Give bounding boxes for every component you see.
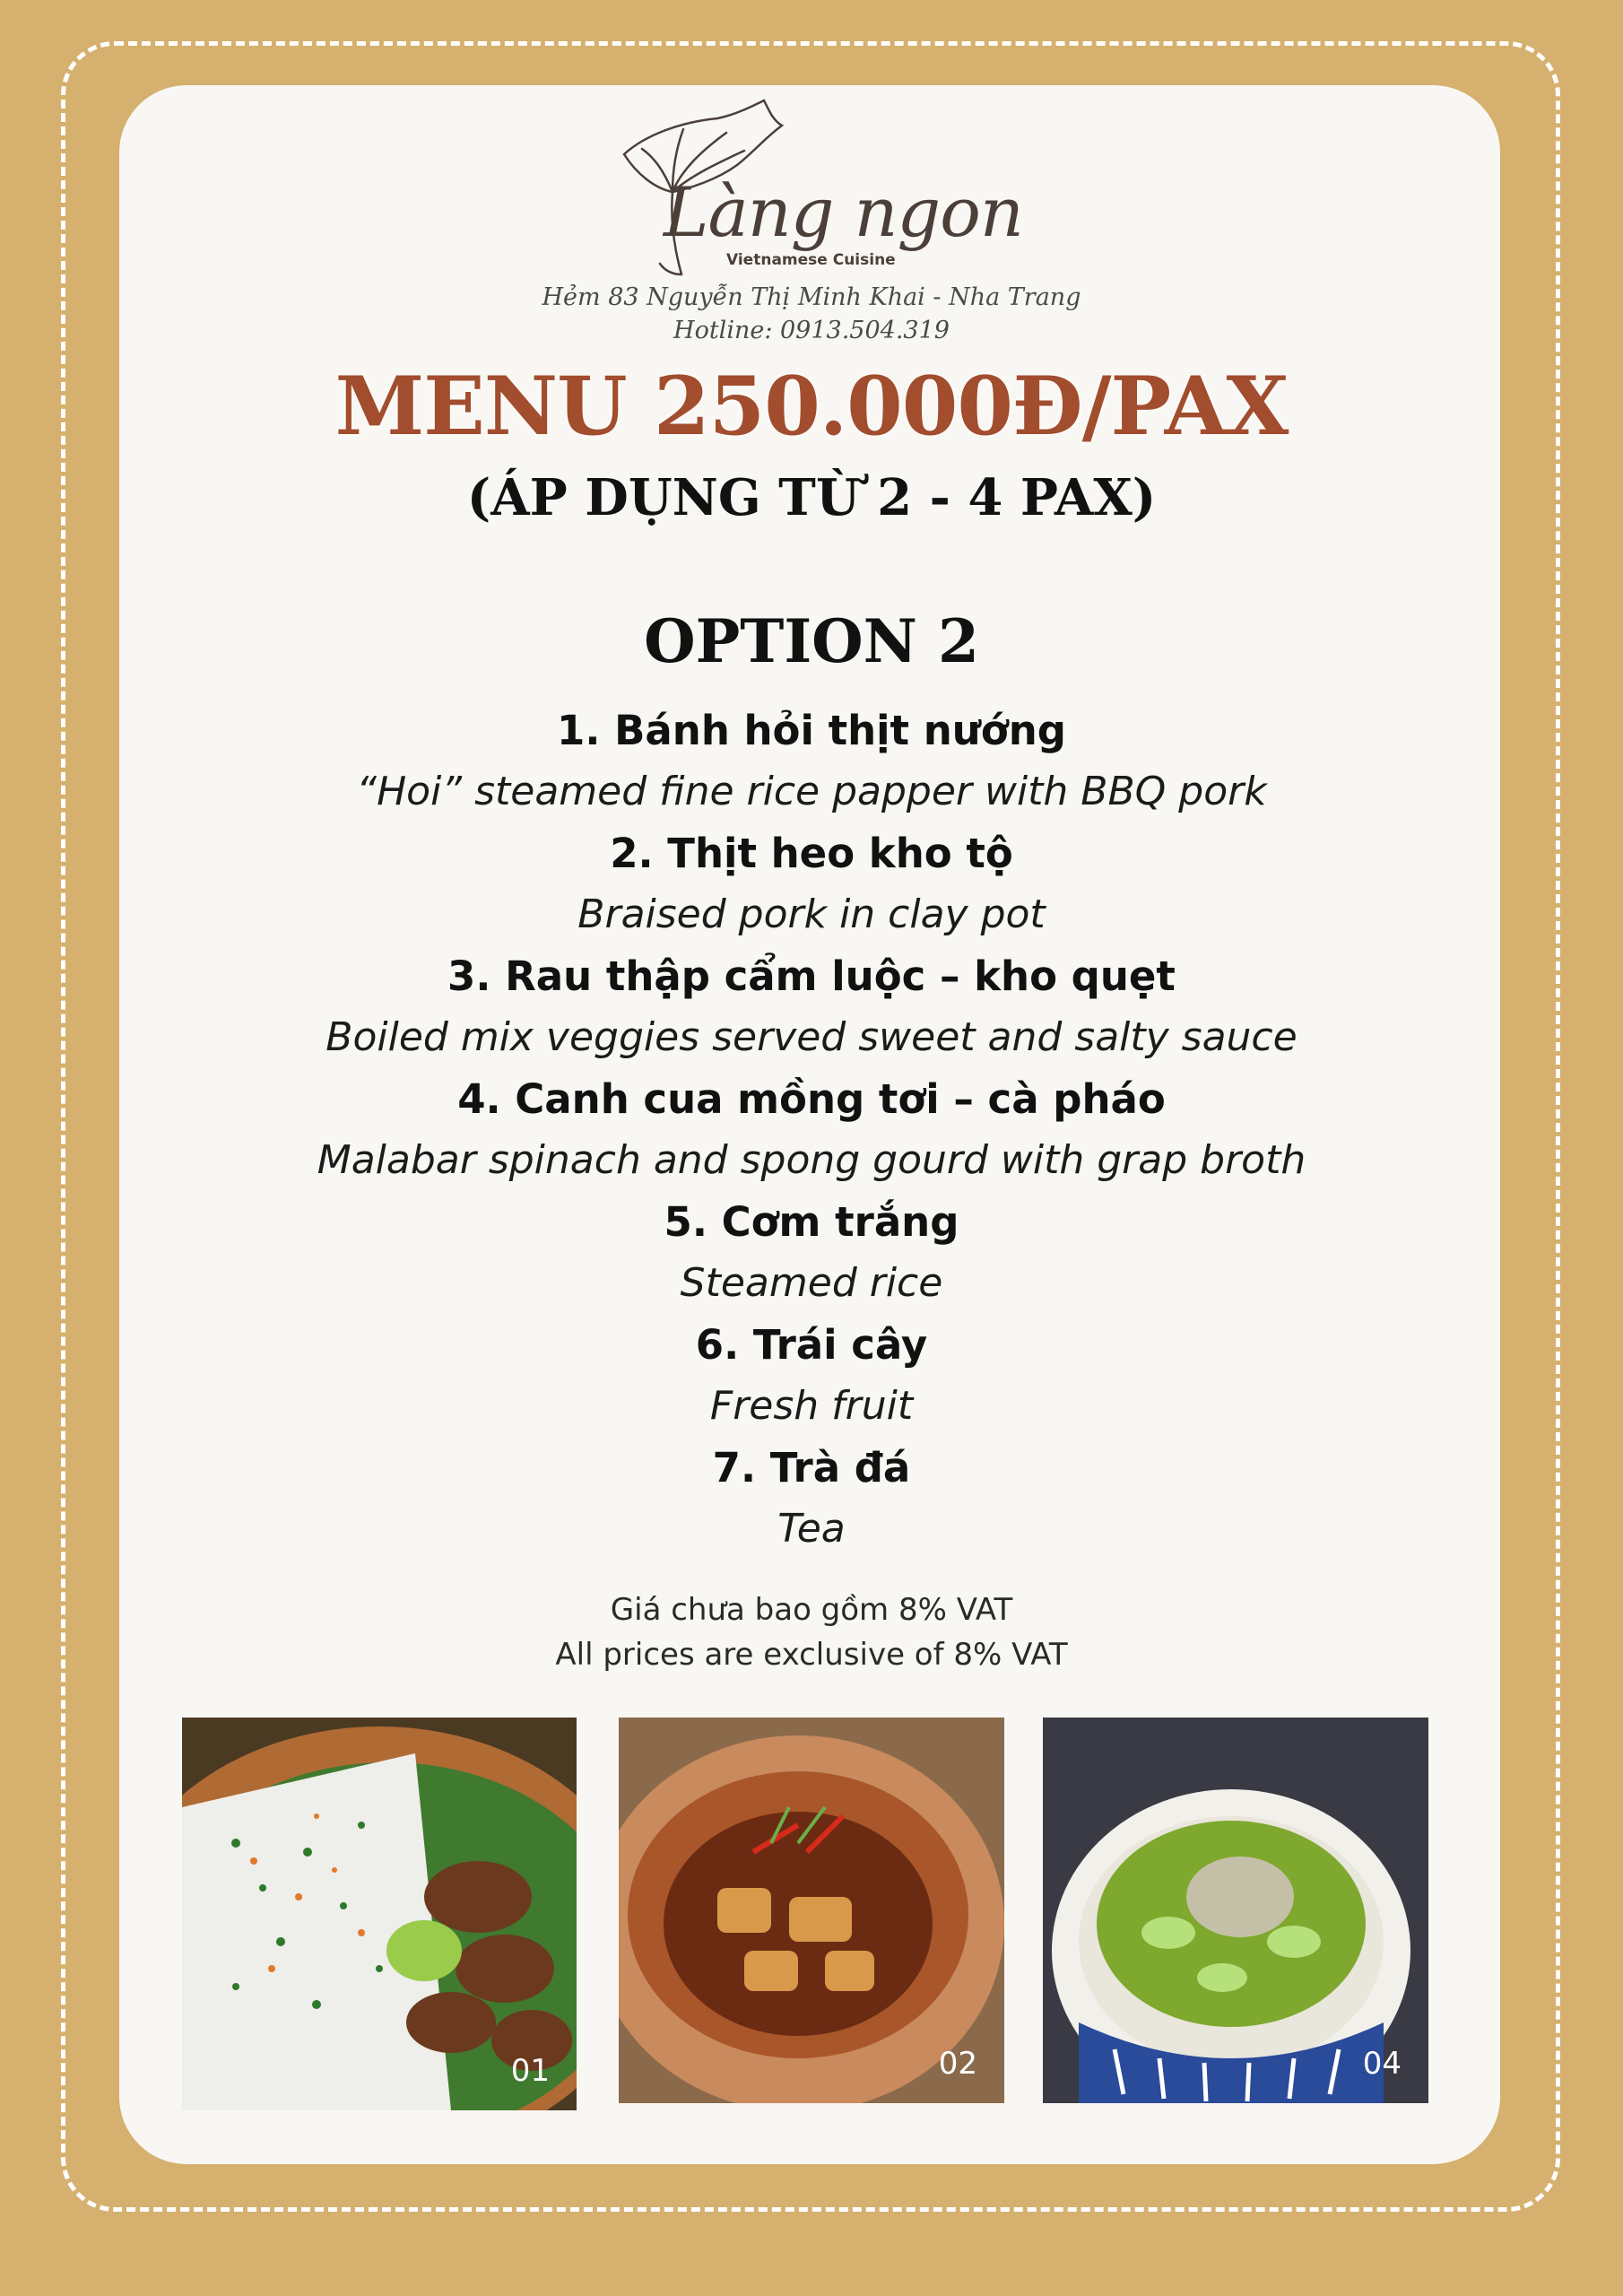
dish-desc: Malabar spinach and spong gourd with grap broth [317, 1137, 1306, 1183]
dish-name: 6. Trái cây [695, 1321, 928, 1369]
dish-desc: “Hoi” steamed fine rice papper with BBQ pork [356, 769, 1267, 814]
dish-name: 3. Rau thập cẩm luộc – kho quẹt [447, 952, 1176, 1000]
dish-desc: Braised pork in clay pot [577, 891, 1046, 937]
hotline: Hotline: 0913.504.319 [673, 317, 950, 344]
dish-name: 2. Thịt heo kho tộ [610, 830, 1013, 877]
vat-note-vi: Giá chưa bao gồm 8% VAT [610, 1592, 1013, 1628]
photo-thit-kho [619, 1718, 1004, 2103]
option-heading: OPTION 2 [644, 606, 979, 676]
dish-name: 1. Bánh hỏi thịt nướng [557, 707, 1066, 754]
photo-number: 02 [938, 2046, 977, 2082]
menu-subtitle: (ÁP DỤNG TỪ 2 - 4 PAX) [466, 468, 1157, 527]
photo-canh-cua [1043, 1718, 1428, 2103]
vat-note-en: All prices are exclusive of 8% VAT [555, 1637, 1068, 1673]
address: Hẻm 83 Nguyễn Thị Minh Khai - Nha Trang [542, 283, 1081, 311]
dish-desc: Steamed rice [680, 1260, 943, 1306]
menu-title: MENU 250.000Đ/PAX [334, 359, 1289, 454]
dish-name: 7. Trà đá [712, 1444, 911, 1492]
brand-name: Làng ngon [664, 172, 1023, 252]
photo-number: 04 [1362, 2046, 1402, 2082]
photo-number: 01 [510, 2053, 550, 2089]
dish-name: 5. Cơm trắng [664, 1198, 959, 1246]
dish-desc: Fresh fruit [709, 1383, 914, 1429]
dish-desc: Tea [777, 1506, 846, 1552]
brand-tagline: Vietnamese Cuisine [726, 251, 896, 269]
dish-desc: Boiled mix veggies served sweet and salty sauce [325, 1014, 1298, 1060]
photo-banh-hoi [182, 1718, 577, 2110]
dish-name: 4. Canh cua mồng tơi – cà pháo [457, 1075, 1166, 1123]
